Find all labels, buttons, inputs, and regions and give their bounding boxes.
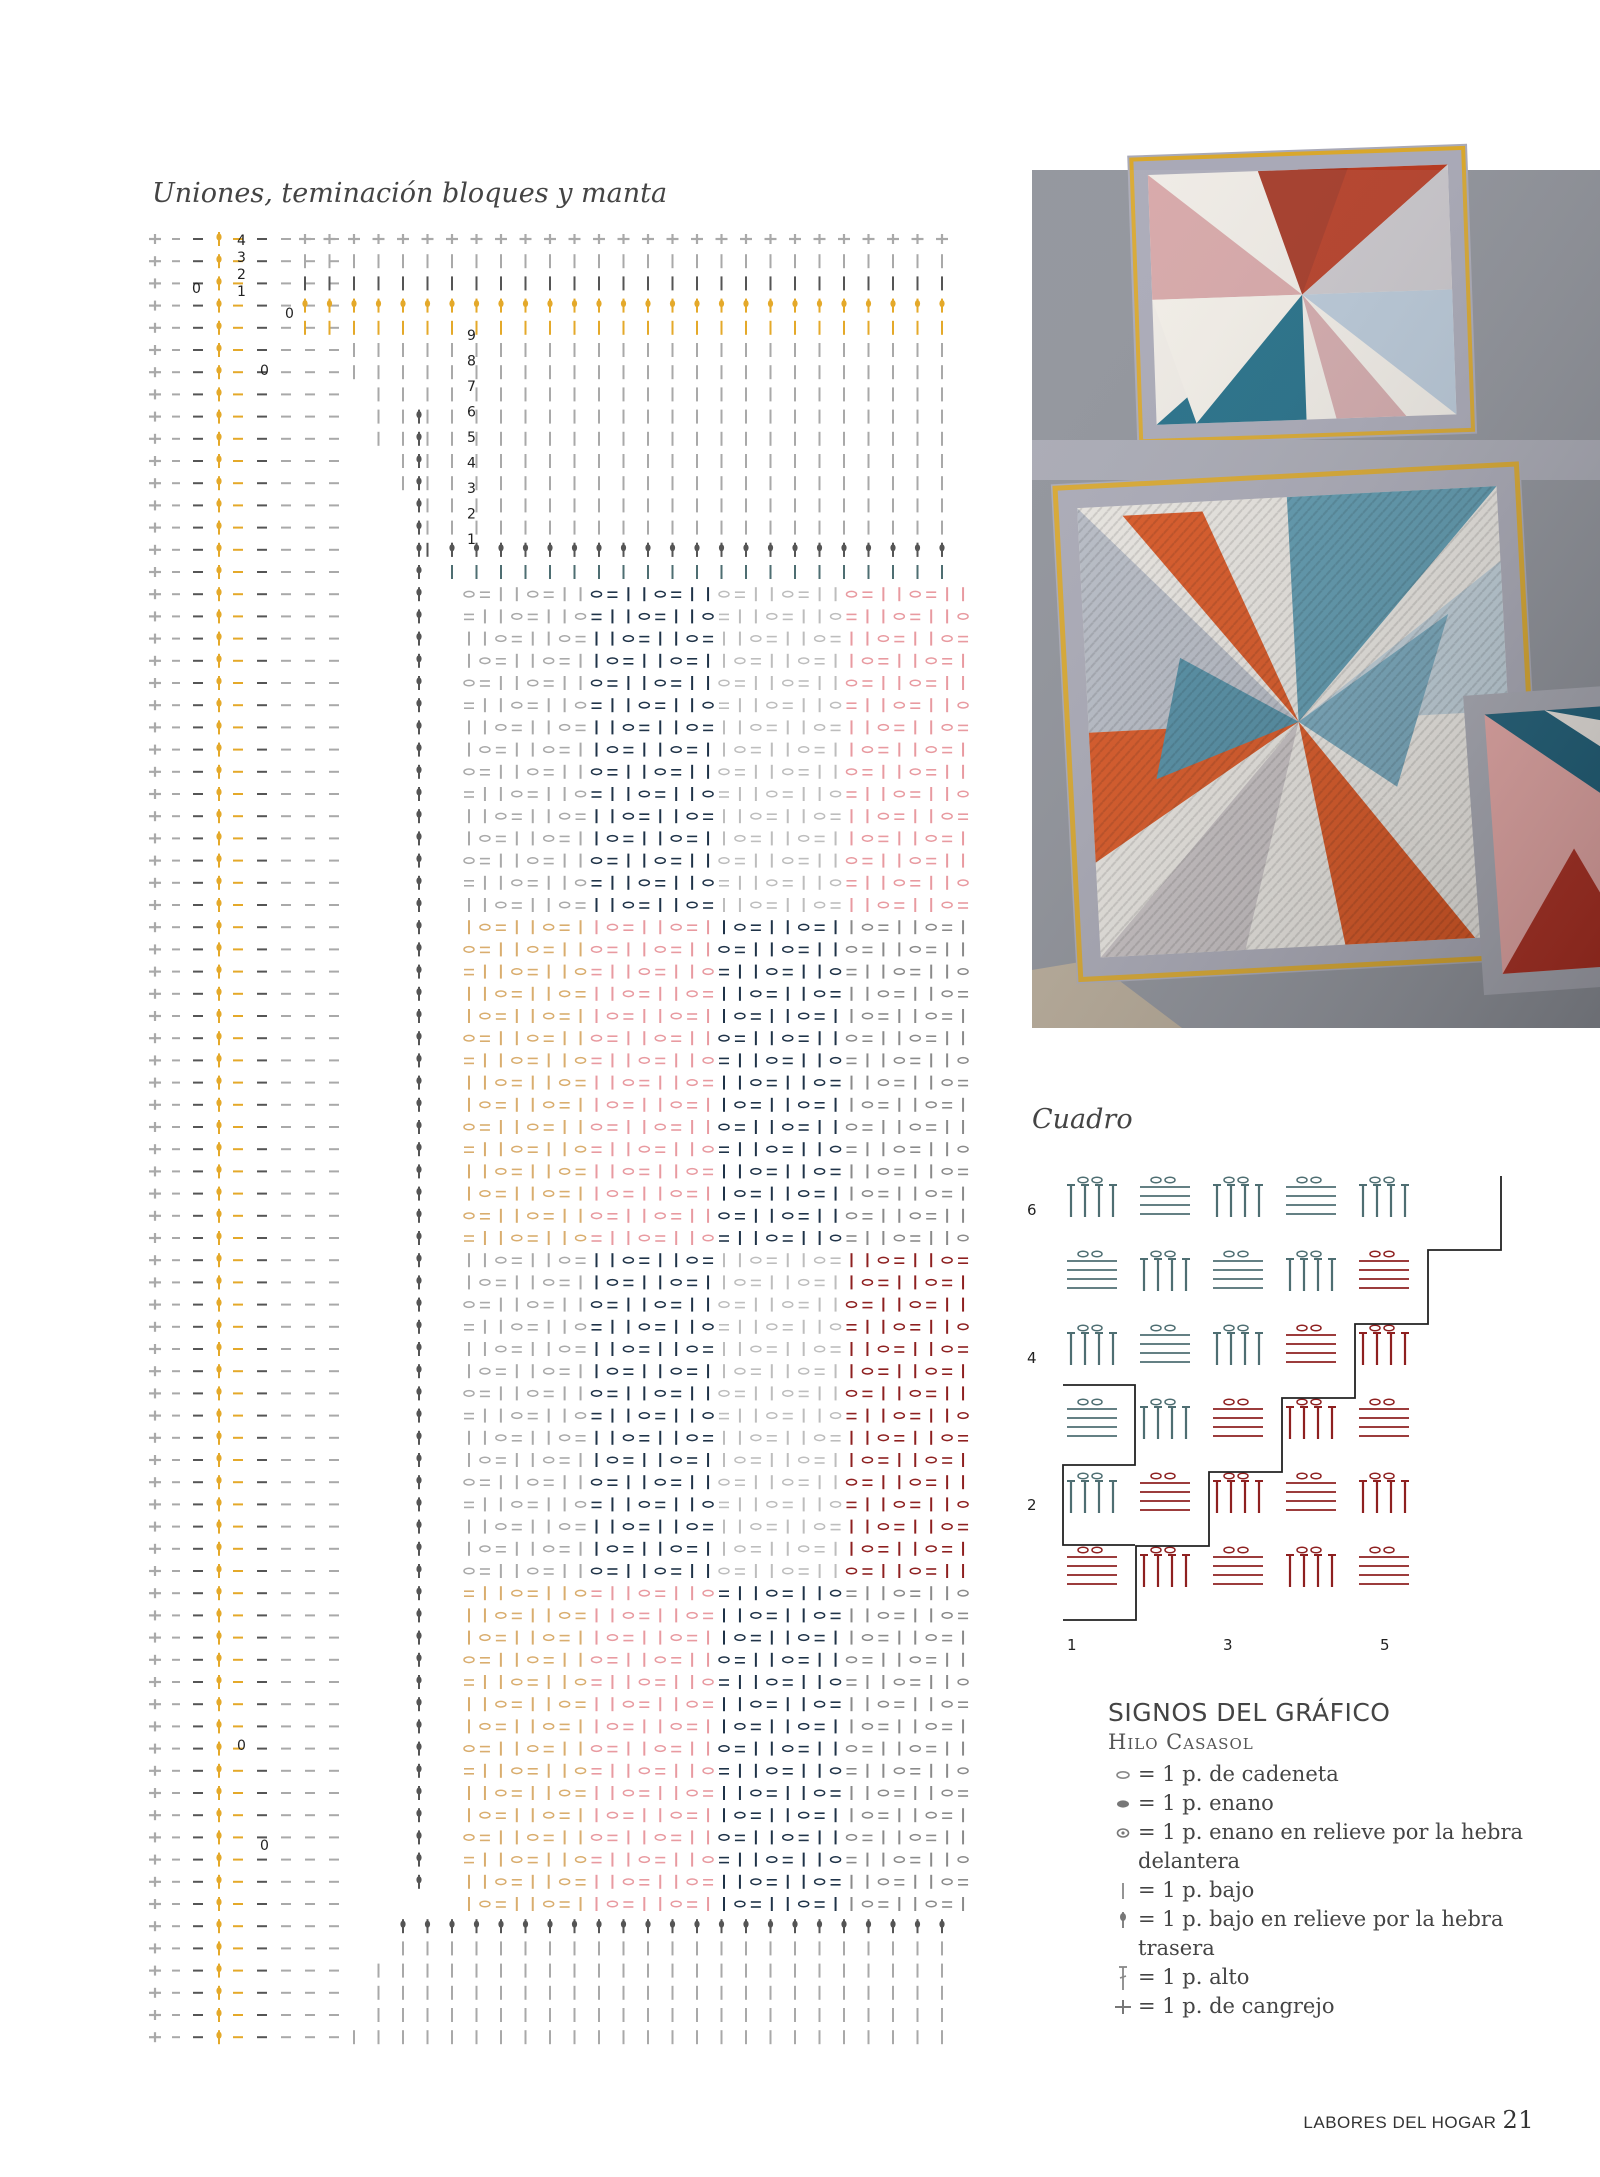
page-footer [1303, 2106, 1534, 2134]
row-number: 6 [467, 404, 476, 421]
row-number: 1 [237, 284, 246, 300]
blanket-photo [1032, 170, 1600, 1028]
legend-text: = 1 p. de cangrejo [1138, 1994, 1335, 2018]
column-number: 3 [1223, 1636, 1233, 1654]
legend-text: = 1 p. alto [1138, 1965, 1250, 1989]
page-number: 21 [1502, 2106, 1534, 2134]
start-marker: 0 [237, 1738, 246, 1754]
row-number: 2 [467, 506, 476, 523]
back-loop-sc-icon [1113, 1909, 1133, 1931]
row-number: 5 [467, 430, 476, 446]
double-crochet-icon [1113, 1964, 1133, 1992]
chain-icon [1113, 1768, 1133, 1782]
row-number: 4 [467, 455, 476, 472]
column-number: 5 [1380, 1636, 1390, 1654]
slip-stitch-icon [1113, 1797, 1133, 1811]
legend-item-crab [1108, 1992, 1528, 2021]
row-number: 6 [1027, 1201, 1037, 1219]
column-number: 1 [1067, 1636, 1077, 1654]
legend-item-back-sc [1108, 1905, 1528, 1963]
joining-chart [145, 225, 975, 2040]
start-marker: 0 [260, 1838, 269, 1854]
single-crochet-icon [1113, 1880, 1133, 1902]
legend-item-front-slip [1108, 1818, 1528, 1876]
legend-text: = 1 p. enano [1138, 1791, 1274, 1815]
row-number: 2 [1027, 1496, 1037, 1514]
legend-title: SIGNOS DEL GRÁFICO [1108, 1698, 1391, 1727]
magazine-name: LABORES DEL HOGAR [1303, 2113, 1497, 2132]
cuadro-title: Cuadro [1032, 1104, 1133, 1135]
legend-item-chain [1108, 1760, 1528, 1789]
row-number: 4 [1027, 1349, 1037, 1367]
legend-subtitle: Hilo Casasol [1108, 1730, 1254, 1754]
legend-text: = 1 p. bajo [1138, 1878, 1255, 1902]
legend-text: = 1 p. de cadeneta [1138, 1762, 1339, 1786]
start-marker: 0 [285, 306, 294, 322]
chart-legend [1108, 1698, 1528, 2021]
legend-text: = 1 p. enano en relieve por la hebra delantera [1138, 1820, 1524, 1873]
front-loop-slip-icon [1113, 1826, 1133, 1840]
start-marker: 0 [192, 281, 201, 297]
cuadro-chart [1025, 1165, 1525, 1654]
legend-text: = 1 p. bajo en relieve por la hebra trasera [1138, 1907, 1504, 1960]
row-number: 3 [237, 250, 246, 266]
row-number: 9 [467, 328, 476, 344]
start-marker: 0 [260, 363, 269, 379]
row-number: 1 [467, 532, 476, 548]
chart-title: Uniones, teminación bloques y manta [152, 178, 668, 209]
row-number: 4 [237, 233, 246, 249]
legend-item-dc [1108, 1963, 1528, 1992]
crab-stitch-icon [1112, 1996, 1134, 2018]
row-number: 7 [467, 379, 476, 395]
row-number: 3 [467, 481, 476, 497]
legend-item-sc [1108, 1876, 1528, 1905]
row-number: 2 [237, 267, 246, 283]
legend-item-slip [1108, 1789, 1528, 1818]
row-number: 8 [467, 353, 476, 370]
